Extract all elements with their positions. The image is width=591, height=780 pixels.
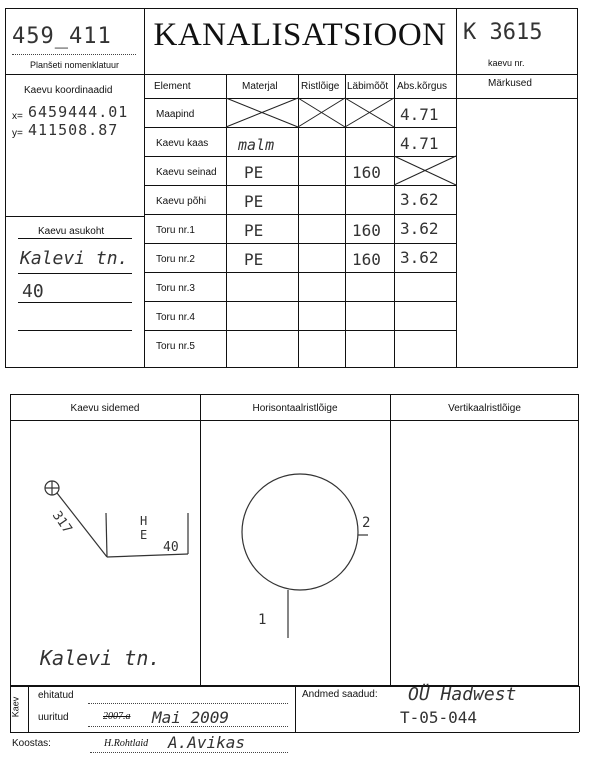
footer-side-label: Kaev xyxy=(10,696,21,718)
header-element: Element xyxy=(154,81,191,92)
col-title-vertikaal: Vertikaalristlõige xyxy=(448,403,521,414)
cell-materjal: PE xyxy=(244,221,264,240)
cell-abs: 4.71 xyxy=(400,134,439,153)
col-title-sidemed: Kaevu sidemed xyxy=(70,403,140,414)
header-materjal: Materjal xyxy=(242,81,278,92)
circle-label-1: 1 xyxy=(258,612,267,628)
well-number-value: K 3615 xyxy=(463,20,543,45)
row-label: Maapind xyxy=(156,109,195,120)
x-coordinate: 6459444.01 xyxy=(28,103,129,121)
checked-label: uuritud xyxy=(38,712,69,723)
coordinates-label: Kaevu koordinaadid xyxy=(24,85,113,96)
nomenclature-label: Planšeti nomenklatuur xyxy=(30,60,120,70)
cell-labimoot: 160 xyxy=(352,221,381,240)
header-labimoot: Läbimõõt xyxy=(347,81,389,92)
row-label: Toru nr.4 xyxy=(156,312,195,323)
location-label: Kaevu asukoht xyxy=(38,226,105,237)
sketch-label-40: 40 xyxy=(163,540,179,555)
circle-label-2: 2 xyxy=(362,515,371,531)
location-number: 40 xyxy=(22,281,44,302)
cell-abs: 4.71 xyxy=(400,105,439,124)
y-prefix: y= xyxy=(12,128,23,139)
sketch-label-e: E xyxy=(140,528,148,542)
data-source-label: Andmed saadud: xyxy=(302,689,378,700)
row-label: Toru nr.2 xyxy=(156,254,195,265)
cell-labimoot: 160 xyxy=(352,250,381,269)
well-number-label: kaevu nr. xyxy=(488,58,525,68)
data-source-code: T-05-044 xyxy=(400,708,478,727)
row-label: Kaevu kaas xyxy=(156,138,209,149)
data-source-company: OÜ Hadwest xyxy=(408,684,517,705)
row-label: Toru nr.3 xyxy=(156,283,195,294)
cell-abs: 3.62 xyxy=(400,190,439,209)
row-label: Kaevu seinad xyxy=(156,167,217,178)
header-markused: Märkused xyxy=(488,78,532,89)
header-ristloige: Ristlõige xyxy=(301,81,340,92)
page-title: KANALISATSIOON xyxy=(153,17,447,53)
built-label: ehitatud xyxy=(38,690,74,701)
checked-print-year: 2007.a xyxy=(103,711,131,722)
row-label: Toru nr.5 xyxy=(156,341,195,352)
cell-abs: 3.62 xyxy=(400,219,439,238)
cell-materjal: PE xyxy=(244,163,264,182)
location-street: Kalevi tn. xyxy=(20,248,129,269)
x-prefix: x= xyxy=(12,111,23,122)
nomenclature-value: 459_411 xyxy=(12,24,112,49)
sketch-street-label: Kalevi tn. xyxy=(40,646,161,670)
horizontal-section-sketch xyxy=(200,420,390,686)
y-coordinate: 411508.87 xyxy=(28,121,119,139)
row-label: Toru nr.1 xyxy=(156,225,195,236)
row-label: Kaevu põhi xyxy=(156,196,207,207)
cell-labimoot: 160 xyxy=(352,163,381,182)
cell-materjal: PE xyxy=(244,192,264,211)
col-title-horisontaal: Horisontaalristlõige xyxy=(252,403,338,414)
author-label: Koostas: xyxy=(12,738,51,749)
cell-materjal: malm xyxy=(238,136,275,154)
element-table xyxy=(144,74,578,368)
header-abs-korgus: Abs.kõrgus xyxy=(397,81,448,92)
author-print: H.Rohtlaid xyxy=(104,738,149,749)
cell-abs: 3.62 xyxy=(400,248,439,267)
author-signature: A.Avikas xyxy=(168,733,246,752)
sketch-label-317: 317 xyxy=(48,508,75,537)
sketch-label-h: H xyxy=(140,514,148,528)
cell-materjal: PE xyxy=(244,250,264,269)
checked-hand-date: Mai 2009 xyxy=(152,708,230,727)
